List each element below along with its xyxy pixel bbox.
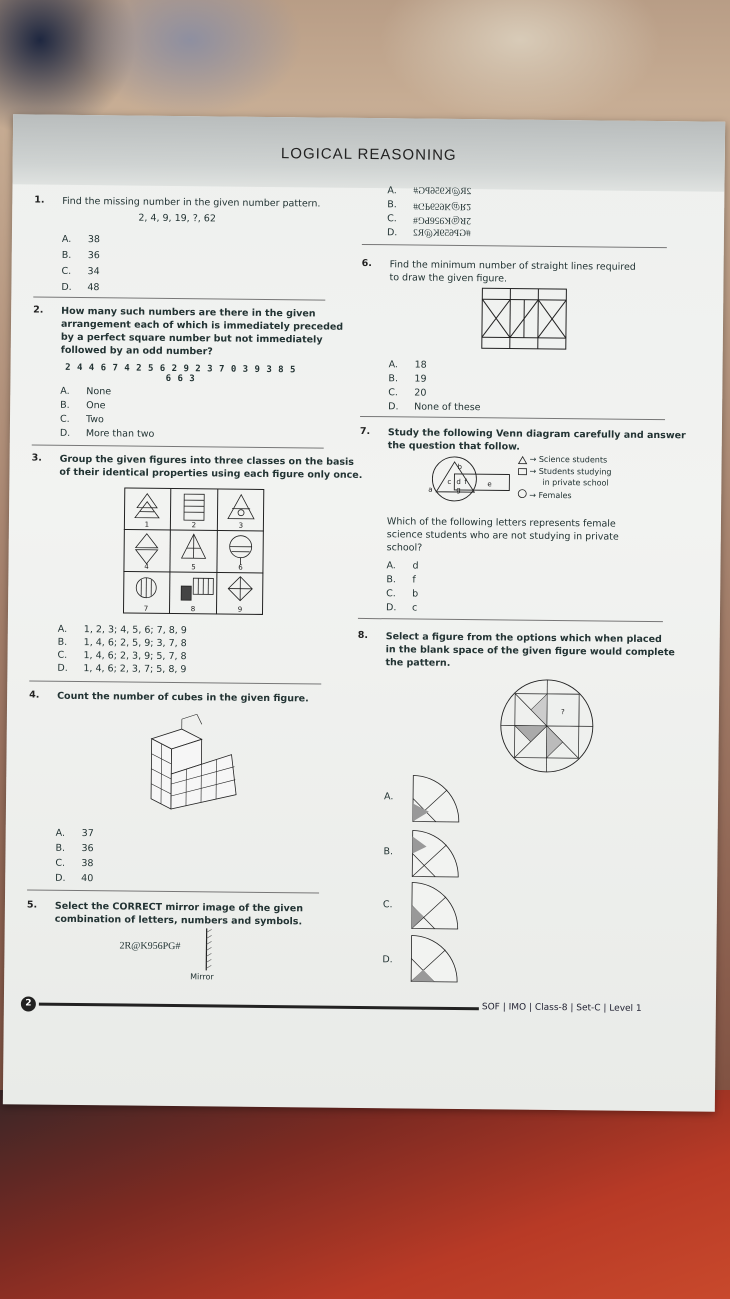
exam-page bbox=[3, 114, 725, 1111]
q3-cell-8: 8 bbox=[190, 605, 196, 614]
q3-cell-2: 2 bbox=[191, 521, 197, 530]
q3-cell-4: 4 bbox=[144, 562, 149, 571]
q3-number: 3. bbox=[31, 452, 42, 464]
q4-text: Count the number of cubes in the given figure. bbox=[57, 690, 309, 705]
q3-figure-7 bbox=[136, 578, 156, 598]
divider bbox=[360, 416, 665, 420]
q3-figure-grid bbox=[123, 487, 264, 614]
q7-legend-shapes bbox=[517, 456, 527, 502]
q8-line-3: the pattern. bbox=[385, 657, 451, 669]
q4-number: 4. bbox=[29, 689, 40, 701]
q2-option-b[interactable]: B. One bbox=[60, 399, 106, 412]
q7-option-b[interactable]: B. f bbox=[386, 574, 416, 586]
q3-option-a[interactable]: A. 1, 2, 3; 4, 5, 6; 7, 8, 9 bbox=[57, 623, 187, 637]
q4-option-c[interactable]: C. 38 bbox=[55, 857, 94, 870]
q6-option-d[interactable]: D. None of these bbox=[388, 401, 481, 414]
venn-letter-f: f bbox=[464, 478, 467, 487]
q3-figure-9 bbox=[228, 577, 252, 601]
q3-cell-5: 5 bbox=[191, 563, 196, 572]
triangle-icon bbox=[519, 457, 527, 464]
q7-question-1: Which of the following letters represents female bbox=[386, 516, 616, 530]
q7-number: 7. bbox=[359, 425, 371, 438]
venn-letter-g: g bbox=[456, 485, 461, 495]
q8-option-a[interactable]: A. bbox=[384, 791, 394, 803]
q2-line-3: by a perfect square number but not immediately bbox=[60, 331, 323, 346]
venn-letter-e: e bbox=[487, 480, 492, 489]
footer-rule bbox=[39, 1003, 479, 1011]
q5-line-1: Select the CORRECT mirror image of the given bbox=[54, 900, 304, 915]
footer-text: SOF | IMO | Class-8 | Set-C | Level 1 bbox=[481, 1002, 642, 1014]
q3-option-d[interactable]: D. 1, 4, 6; 2, 3, 7; 5, 8, 9 bbox=[57, 662, 187, 676]
q6-option-b[interactable]: B. 19 bbox=[388, 373, 427, 385]
q4-cube-figure bbox=[141, 714, 242, 825]
q6-option-a[interactable]: A. 18 bbox=[388, 359, 427, 371]
venn-letter-d: d bbox=[456, 477, 461, 487]
q3-cell-1: 1 bbox=[144, 520, 150, 529]
q3-line-2: of their identical properties using each figure only once. bbox=[59, 466, 363, 481]
q8-option-b-figure[interactable] bbox=[410, 829, 461, 882]
divider bbox=[29, 680, 321, 684]
q3-figure-8 bbox=[181, 578, 213, 600]
q8-pattern-figure bbox=[496, 675, 597, 776]
divider bbox=[27, 889, 319, 893]
divider bbox=[33, 297, 325, 301]
venn-letter-a: a bbox=[428, 485, 433, 494]
q1-option-b[interactable]: B. 36 bbox=[61, 249, 100, 262]
q5-line-2: combination of letters, numbers and symbols. bbox=[54, 913, 303, 928]
q8-line-2: in the blank space of the given figure would complete bbox=[385, 644, 675, 659]
q5-option-a[interactable]: A. 2R@K956PG# bbox=[387, 185, 472, 198]
page-number: 2 bbox=[21, 996, 36, 1011]
q8-option-d-figure[interactable] bbox=[409, 933, 460, 986]
q2-line-1: How many such numbers are there in the given bbox=[61, 305, 316, 320]
q3-cell-7: 7 bbox=[143, 604, 149, 613]
q5-number: 5. bbox=[26, 899, 38, 911]
q3-cell-3: 3 bbox=[238, 521, 244, 530]
q3-figure-2 bbox=[184, 494, 204, 520]
q7-question-3: school? bbox=[386, 542, 423, 554]
q2-number: 2. bbox=[33, 304, 44, 316]
q3-figure-6 bbox=[229, 536, 251, 565]
q2-option-c[interactable]: C. Two bbox=[59, 413, 104, 426]
q3-option-b[interactable]: B. 1, 4, 6; 2, 5, 9; 3, 7, 8 bbox=[57, 636, 187, 650]
q6-line-1: Find the minimum number of straight lines required bbox=[389, 259, 636, 273]
q6-number: 6. bbox=[361, 257, 372, 270]
q2-option-a[interactable]: A. None bbox=[60, 385, 112, 398]
q8-option-b[interactable]: B. bbox=[383, 846, 394, 858]
q1-option-c[interactable]: C. 34 bbox=[61, 265, 100, 278]
q6-line-figure bbox=[481, 287, 568, 350]
q6-line-2: to draw the given figure. bbox=[389, 272, 508, 285]
q5-option-c[interactable]: C. 2R@K956PG# bbox=[387, 213, 472, 226]
page-title: LOGICAL REASONING bbox=[280, 145, 457, 164]
q5-mirror-label: Mirror bbox=[190, 972, 214, 982]
q8-option-a-figure[interactable] bbox=[411, 774, 462, 827]
q8-option-d[interactable]: D. bbox=[382, 954, 393, 966]
q1-option-d[interactable]: D. 48 bbox=[61, 281, 100, 294]
q5-given-string: 2R@K956PG# bbox=[119, 940, 181, 953]
q7-question-2: science students who are not studying in private bbox=[386, 529, 619, 543]
floor-background bbox=[0, 1090, 730, 1299]
venn-letter-b: b bbox=[457, 462, 463, 472]
q3-figure-3 bbox=[228, 495, 254, 519]
q7-line-1: Study the following Venn diagram carefully and answer bbox=[387, 427, 686, 442]
q2-sequence: 2 4 4 6 7 4 2 5 6 2 9 2 3 7 0 3 9 3 8 5 6 6 3 bbox=[65, 362, 296, 385]
q4-option-d[interactable]: D. 40 bbox=[55, 872, 94, 885]
q8-blank: ? bbox=[560, 708, 565, 717]
q3-figure-4 bbox=[136, 534, 158, 564]
q5-mirror-line bbox=[204, 928, 214, 970]
q8-number: 8. bbox=[357, 629, 369, 642]
q3-cell-9: 9 bbox=[237, 605, 243, 614]
q7-option-a[interactable]: A. d bbox=[386, 560, 419, 572]
q7-line-2: the question that follow. bbox=[387, 440, 520, 453]
divider bbox=[362, 244, 667, 248]
q4-option-b[interactable]: B. 36 bbox=[55, 842, 94, 855]
q1-pattern: 2, 4, 9, 19, ?, 62 bbox=[138, 212, 216, 225]
q4-option-a[interactable]: A. 37 bbox=[55, 827, 94, 840]
q7-legend-private: → Students studying bbox=[529, 466, 612, 477]
q3-option-c[interactable]: C. 1, 4, 6; 2, 3, 9; 5, 7, 8 bbox=[57, 649, 187, 663]
q3-cell-6: 6 bbox=[238, 563, 243, 572]
q2-line-4: followed by an odd number? bbox=[60, 344, 213, 358]
divider bbox=[358, 618, 663, 622]
q1-text: Find the missing number in the given number pattern. bbox=[62, 195, 321, 210]
rectangle-icon bbox=[518, 469, 526, 475]
q1-number: 1. bbox=[34, 194, 45, 206]
q3-figure-5 bbox=[182, 534, 206, 558]
q2-line-2: arrangement each of which is immediately preceded bbox=[60, 318, 344, 333]
q5-option-b[interactable]: B. #GP659K@R2 bbox=[387, 199, 472, 212]
q3-figure-1 bbox=[135, 494, 159, 518]
q8-option-c[interactable]: C. bbox=[382, 899, 393, 911]
q7-legend-private-2: in private school bbox=[542, 477, 609, 488]
venn-letter-c: c bbox=[447, 477, 452, 486]
q7-option-d[interactable]: D. c bbox=[385, 602, 418, 614]
q8-line-1: Select a figure from the options which when placed bbox=[385, 631, 662, 646]
q5-option-d[interactable]: D. #GP659K@R2 bbox=[386, 227, 471, 240]
q2-option-d[interactable]: D. More than two bbox=[59, 427, 155, 440]
q1-option-a[interactable]: A. 38 bbox=[61, 233, 101, 246]
q7-option-c[interactable]: C. b bbox=[386, 588, 419, 600]
q7-legend-females: → Females bbox=[529, 490, 572, 501]
circle-icon bbox=[518, 490, 526, 498]
q7-venn-diagram bbox=[414, 454, 515, 505]
q7-legend-science: → Science students bbox=[529, 454, 608, 465]
q8-option-c-figure[interactable] bbox=[410, 880, 461, 933]
q3-line-1: Group the given figures into three classes on the basis bbox=[59, 453, 355, 468]
q6-option-c[interactable]: C. 20 bbox=[388, 387, 427, 399]
divider bbox=[32, 445, 324, 449]
